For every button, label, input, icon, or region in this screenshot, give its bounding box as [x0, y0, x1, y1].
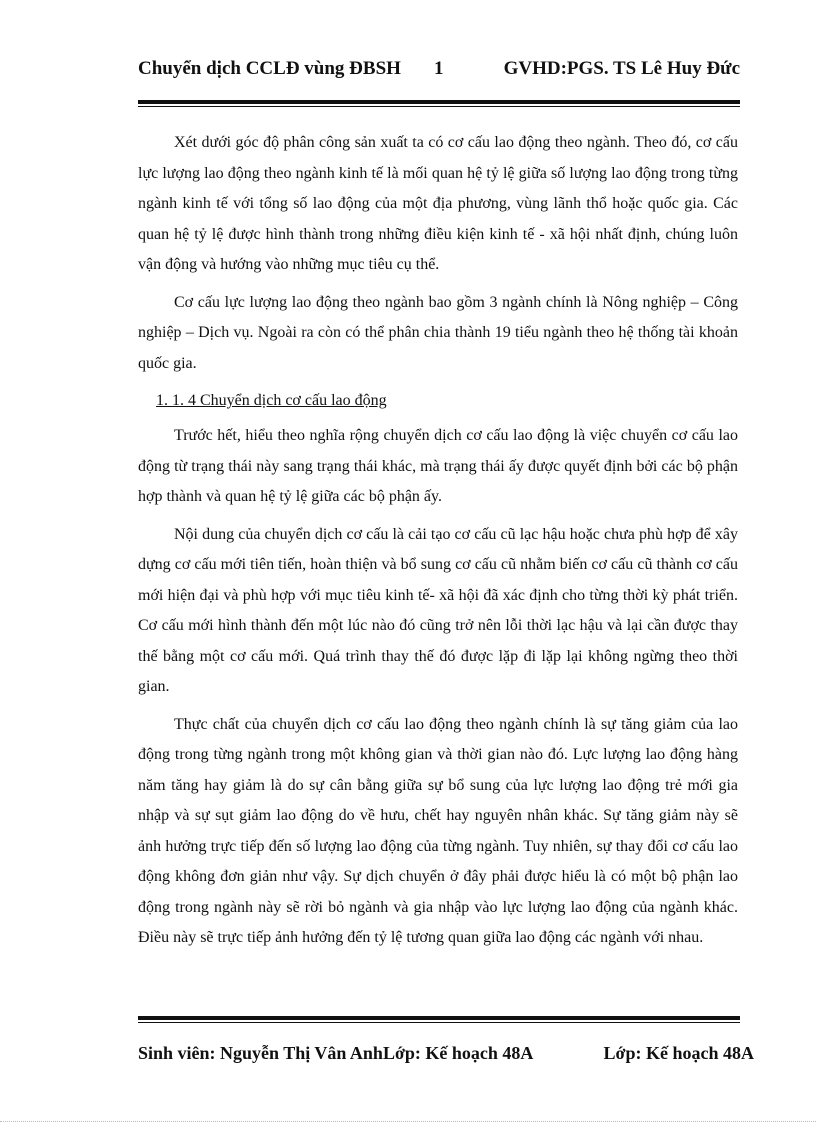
paragraph: Nội dung của chuyển dịch cơ cấu là cải tạo cơ cấu cũ lạc hậu hoặc chưa phù hợp để xây dựng cơ cấu mới tiên tiến, hoàn thiện và bổ sung cơ cấu cũ nhằm biến cơ cấu cũ thành cơ cấu mới hiện đại và phù hợp với mục tiêu kinh tế- xã hội đã xác định cho từng thời kỳ phát triển. Cơ cấu mới hình thành đến một lúc nào đó cũng trở nên lỗi thời lạc hậu và lại cần được thay thế bằng một cơ cấu mới. Quá trình thay thế đó được lặp đi lặp lại không ngừng theo thời gian.	[138, 525, 738, 695]
page-header	[138, 58, 740, 84]
student-info: Sinh viên: Nguyễn Thị Vân AnhLớp: Kế hoạch 48A	[138, 1043, 534, 1063]
page-footer	[138, 1043, 754, 1069]
page-body	[138, 128, 738, 961]
paragraph: Trước hết, hiểu theo nghĩa rộng chuyển dịch cơ cấu lao động là việc chuyển cơ cấu lao động từ trạng thái này sang trạng thái khác, mà trạng thái ấy được quyết định bởi các bộ phận hợp thành và quan hệ tỷ lệ giữa các bộ phận ấy.	[138, 427, 738, 505]
supervisor-name: GVHD:PGS. TS Lê Huy Đức	[503, 58, 740, 79]
document-title: Chuyển dịch CCLĐ vùng ĐBSH	[138, 58, 401, 79]
paragraph: Cơ cấu lực lượng lao động theo ngành bao gồm 3 ngành chính là Nông nghiệp – Công nghiệp – Dịch vụ. Ngoài ra còn có thể phân chia thành 19 tiểu ngành theo hệ thống tài khoản quốc gia.	[138, 293, 738, 372]
paragraph: Xét dưới góc độ phân công sản xuất ta có cơ cấu lao động theo ngành. Theo đó, cơ cấu lực lượng lao động theo ngành kinh tế là mối quan hệ tỷ lệ giữa số lượng lao động trong từng ngành kinh tế với tổng số lao động của một địa phương, vùng lãnh thổ hoặc quốc gia. Các quan hệ tỷ lệ được hình thành trong những điều kiện kinh tế - xã hội nhất định, chúng luôn vận động và hướng vào những mục tiêu cụ thể.	[138, 134, 738, 273]
paragraph: Thực chất của chuyển dịch cơ cấu lao động theo ngành chính là sự tăng giảm của lao động trong từng ngành trong một không gian và thời gian nào đó. Lực lượng lao động hàng năm tăng hay giảm là do sự cân bằng giữa sự bổ sung của lực lượng lao động trẻ mới gia nhập và sự sụt giảm lao động do về hưu, chết hay nguyên nhân khác. Sự tăng giảm này sẽ ảnh hưởng trực tiếp đến số lượng lao động của từng ngành. Tuy nhiên, sự thay đổi cơ cấu lao động không đơn giản như vậy. Sự dịch chuyển ở đây phải được hiểu là có một bộ phận lao động trong ngành này sẽ rời bỏ ngành và gia nhập vào lực lượng lao động của ngành khác. Điều này sẽ trực tiếp ảnh hưởng đến tỷ lệ tương quan giữa lao động các ngành với nhau.	[138, 715, 738, 946]
footer-divider	[138, 1016, 740, 1023]
header-divider	[138, 100, 740, 107]
page-number: 1	[434, 58, 444, 79]
section-heading: 1. 1. 4 Chuyển dịch cơ cấu lao động	[156, 392, 387, 409]
class-info: Lớp: Kế hoạch 48A	[603, 1043, 754, 1063]
page-edge	[0, 1121, 816, 1122]
